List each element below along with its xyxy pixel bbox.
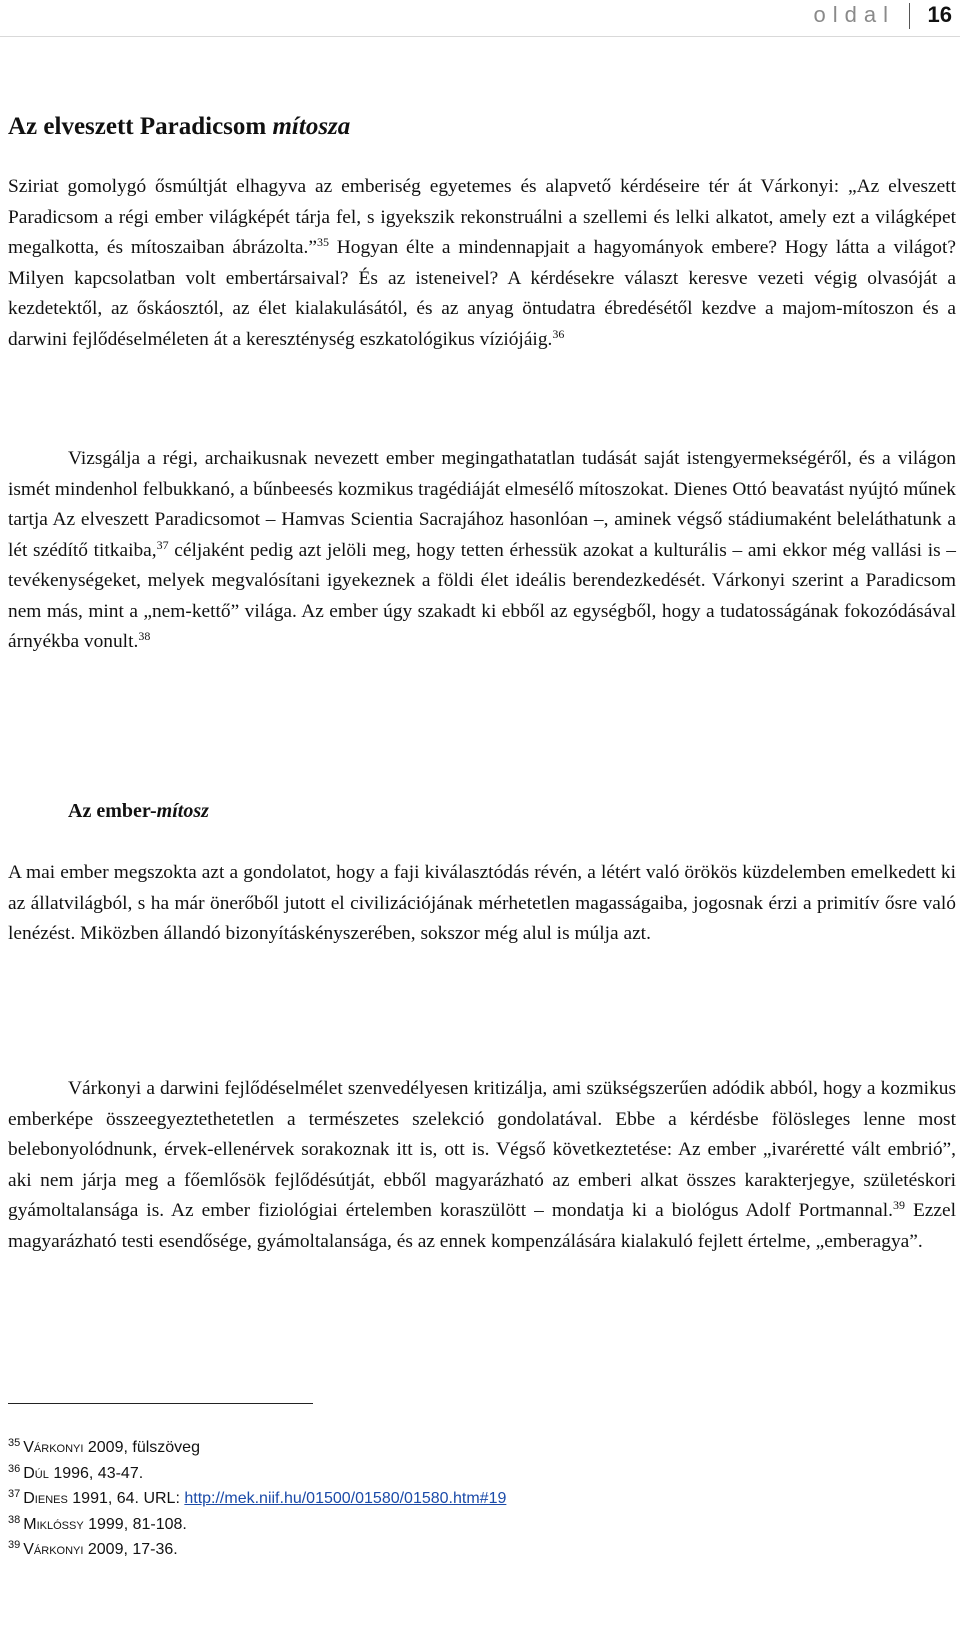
footnote-ref-35[interactable]: 35 (316, 235, 329, 249)
page-header (0, 0, 960, 37)
footnotes (8, 1435, 506, 1563)
footnote-37: $^{37}$ Dienes 1991, 64. URL: http://mek.niif.hu/01500/01580/01580.htm#19 (8, 1488, 507, 1508)
footnote-ref-39[interactable]: 39 (892, 1198, 905, 1212)
footnote-ref-37[interactable]: 37 (156, 537, 169, 552)
section-title-paradise: Az elveszett Paradicsom mítosza (8, 113, 351, 140)
footnote-39: $^{39}$ Várkonyi 2009, 17-36. (8, 1539, 178, 1559)
footnote-url-link[interactable]: http://mek.niif.hu/01500/01580/01580.htm#19 (184, 1490, 507, 1508)
footnote-divider (8, 1403, 313, 1404)
section-title-human-myth: Az ember-mítosz (68, 800, 209, 822)
paragraph-4: Várkonyi a darwini fejlődéselmélet szenvedélyesen kritizálja, ami szükségszerűen adódik abból, hogy a kozmikus emberképe összeegyeztethetetlen a természetes szelekció gondolatával. Ebbe a kérdésbe fölösleges lenne most belebonyolódnunk, érvek-ellenérvek sorakoznak itt is, ott is. Végső következtetése: Az ember „ivaréretté vált embrió”, aki nem járja meg a főemlősök fejlődésútját, ebből magyarázható az emberi alkat összes karakterjegye, születéskori gyámoltalansága is. Az ember fiziológiai értelemben koraszülött – mondatja ki a biológus Adolf Portmannal.$^{39}$ Ezzel magyarázható testi esendősége, gyámoltalansága, és az ennek kompenzálására kialakuló fejlett értelme, „emberagya”. (8, 1078, 956, 1252)
footnote-38: $^{38}$ Miklóssy 1999, 81-108. (8, 1513, 187, 1533)
page-number: 16 (927, 2, 952, 27)
paragraph-3: A mai ember megszokta azt a gondolatot, hogy a faji kiválasztódás révén, a létért való örökös küzdelemben emelkedett ki az állatvilágból, s ha már önerőből jutott el civilizációjának mérhetetlen magasságaiba, jogosnak érzi a primitív ősre való lenézést. Miközben állandó bizonyításkényszerében, sokszor még alul is múlja azt. (8, 862, 956, 944)
header-divider (909, 3, 910, 29)
paragraph-1: Sziriat gomolygó ősmúltját elhagyva az emberiség egyetemes és alapvető kérdéseire tér át Várkonyi: „Az elveszett Paradicsom a régi ember világképét tárja fel, s igyekszik rekonstruálni a szellemi és lelki alkatot, amely ezt a világképet megalkotta, és mítoszaiban ábrázolta.”$^{35}$ Hogyan élte a mindennapjait a hagyományok embere? Hogy látta a világot? Milyen kapcsolatban volt embertársaival? És az isteneivel? A kérdésekre választ keresve vezeti végig olvasóját a kezdetektől, az őskáosztól, az élet kialakulásától, és az anyag öntudatra ébredésétől kezdve a majom-mítoszon és a darwini fejlődéselméleten át a kereszténység eszkatológikus víziójáig.$^{36}$ (8, 176, 956, 350)
footnote-35: $^{35}$ Várkonyi 2009, fülszöveg (8, 1437, 200, 1456)
footnote-ref-38[interactable]: 38 (138, 629, 151, 643)
page-label: oldal (813, 2, 895, 27)
footnote-36: $^{36}$ Dúl 1996, 43-47. (8, 1462, 144, 1482)
footnote-ref-36[interactable]: 36 (552, 326, 565, 341)
paragraph-2: Vizsgálja a régi, archaikusnak nevezett ember megingathatatlan tudását saját istengyermekségéről, és a világon ismét mindenhol felbukkanó, a bűnbeesés kozmikus tragédiáját elmesélő mítoszokat. Dienes Ottó beavatást nyújtó műnek tartja Az elveszett Paradicsomot – Hamvas Scientia Sacrajához hasonlóan –, aminek végső stádiumaként beleláthatunk a lét szédítő titkaiba,$^{37}$ céljaként pedig azt jelöli meg, hogy tetten érhessük azokat a kulturális – ami ekkor még vallási is – tevékenységeket, melyek megvalósítani igyekeznek a földi élet ideális berendezkedését. Várkonyi szerint a Paradicsom nem más, mint a „nem-kettő” világa. Az ember úgy szakadt ki ebből az egységből, hogy a tudatosságának fokozódásával árnyékba vonult.$^{38}$ (8, 448, 956, 652)
